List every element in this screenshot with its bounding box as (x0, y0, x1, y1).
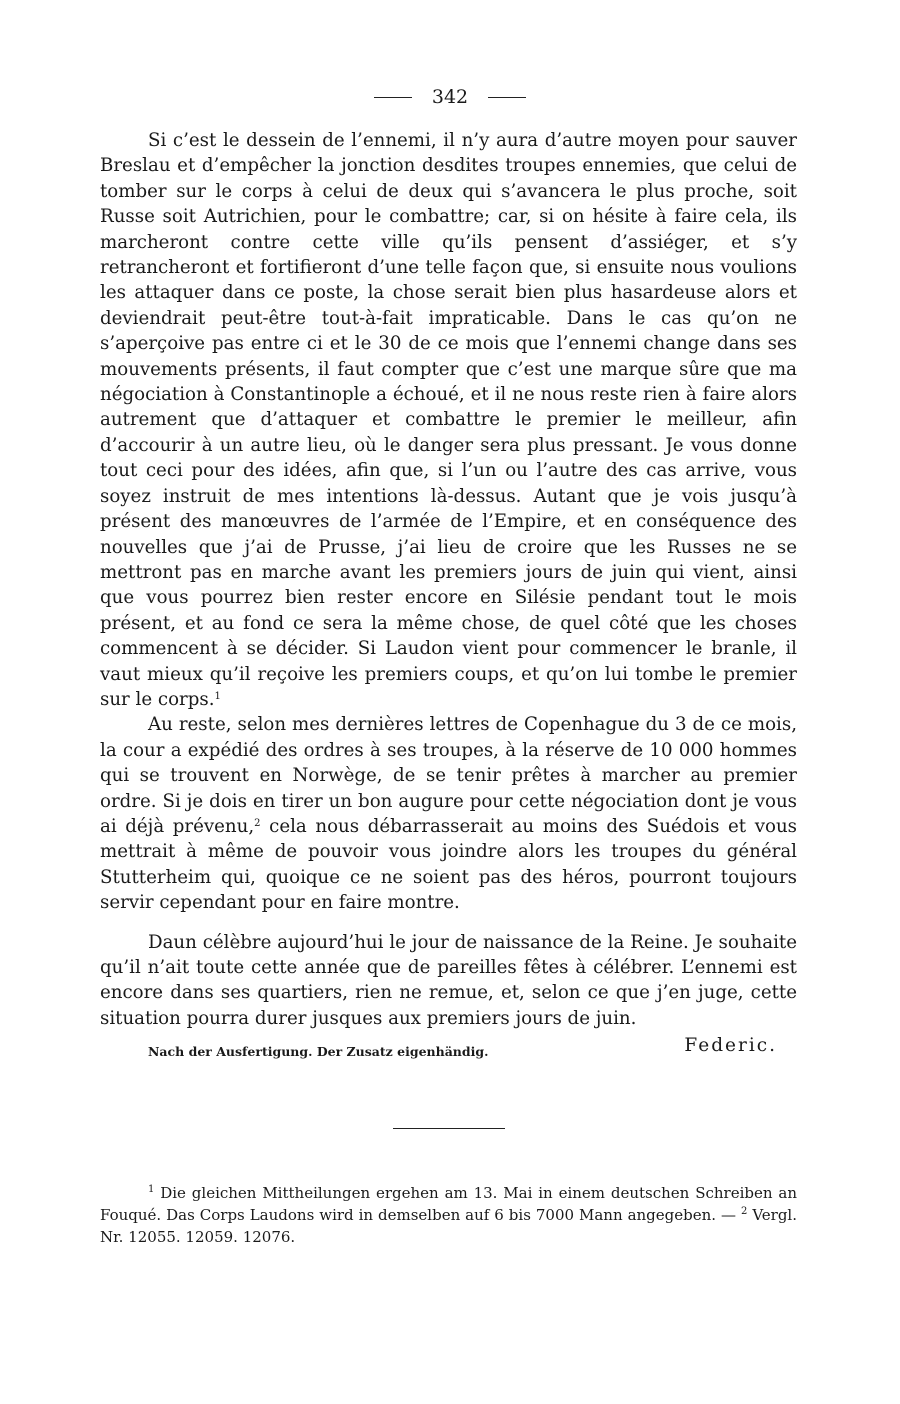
paragraph-1: Si c’est le dessein de l’ennemi, il n’y aura d’autre moyen pour sauver Breslau et d’empêcher la jonction desdites troupes ennemies, que celui de tomber sur le corps à celui de deux qui s’avancera le plus proche, soit Russe soit Autrichien, pour le combattre; car, si on hésite à faire cela, ils marcheront contre cette ville qu’ils pensent d’assiéger, et s’y retrancheront et fortifieront d’une telle façon que, si ensuite nous voulions les attaquer dans ce poste, la chose serait bien plus hasardeuse alors et deviendrait peut-être tout-à-fait impraticable. Dans le cas qu’on ne s’aperçoive pas entre ci et le 30 de ce mois que l’ennemi change dans ses mouvements présents, il faut compter que c’est une marque sûre que ma négociation à Constantinople a échoué, et il ne nous reste rien à faire alors autrement que d’attaquer et combattre le premier le meilleur, afin d’accourir à un autre lieu, où le danger sera plus pressant. Je vous donne tout ceci pour des idées, afin que, si l’un ou l’autre des cas arrive, vous soyez instruit de mes intentions là-dessus. Autant que je vois jusqu’à présent des manœuvres de l’armée de l’Empire, et en conséquence des nouvelles que j’ai de Prusse, j’ai lieu de croire que les Russes ne se mettront pas en marche avant les premiers jours de juin qui vient, ainsi que vous pourrez bien rester encore en Silésie pendant tout le mois présent, et au fond ce sera la même chose, de quel côté que les choses commencent à se décider. Si Laudon vient pour commencer le branle, il vaut mieux qu’il reçoive les premiers coups, et qu’on lui tombe le premier sur le corps.$^1$ (100, 130, 797, 710)
letter-body (100, 128, 797, 1059)
signature: Federic. (684, 1035, 777, 1057)
footnote-divider (393, 1128, 505, 1129)
footnote-2: Vergl. Nr. 12055. 12059. 12076. (100, 1206, 797, 1246)
header-rule-right (488, 97, 526, 98)
paragraph-3-postscript: Daun célèbre aujourd’hui le jour de naissance de la Reine. Je souhaite qu’il n’ait toute cette année que de pareilles fêtes à célébrer. L’ennemi est encore dans ses quartiers, rien ne remue, et, selon ce que j’en juge, cette situation pourra durer jusques aux premiers jours de juin. (100, 931, 797, 1029)
page-header (0, 86, 900, 108)
footnote-2-mark: 2 (740, 1206, 748, 1217)
source-note: Nach der Ausfertigung. Der Zusatz eigenhändig. (148, 1044, 489, 1060)
paragraph-2: Au reste, selon mes dernières lettres de Copenhague du 3 de ce mois, la cour a expédié des ordres à ses troupes, à la réserve de 10 000 hommes qui se trouvent en Norwège, de se tenir prêtes à marcher au premier ordre. Si je dois en tirer un bon augure pour cette négociation dont je vous ai déjà prévenu,$^2$ cela nous débarrasserait au moins des Suédois et vous mettrait à même de pouvoir vous joindre alors les troupes du général Stutterheim qui, quoique ce ne soient pas des héros, pourront toujours servir cependant pour en faire montre. (100, 714, 797, 914)
footnote-mark-2: 2 (254, 817, 261, 829)
closing-line (100, 1033, 797, 1059)
page-number: 342 (431, 86, 469, 108)
footnote-1: $^1$ Die gleichen Mittheilungen ergehen am 13. Mai in einem deutschen Schreiben an Fouqué. Das Corps Laudons wird in demselben auf 6 bis 7000 Mann angegeben. — $^2$ Vergl. Nr. 12055. 12059. 12076. (100, 1184, 797, 1246)
footnotes (100, 1182, 797, 1248)
footnote-mark-1: 1 (214, 690, 221, 702)
header-rule-left (374, 97, 412, 98)
